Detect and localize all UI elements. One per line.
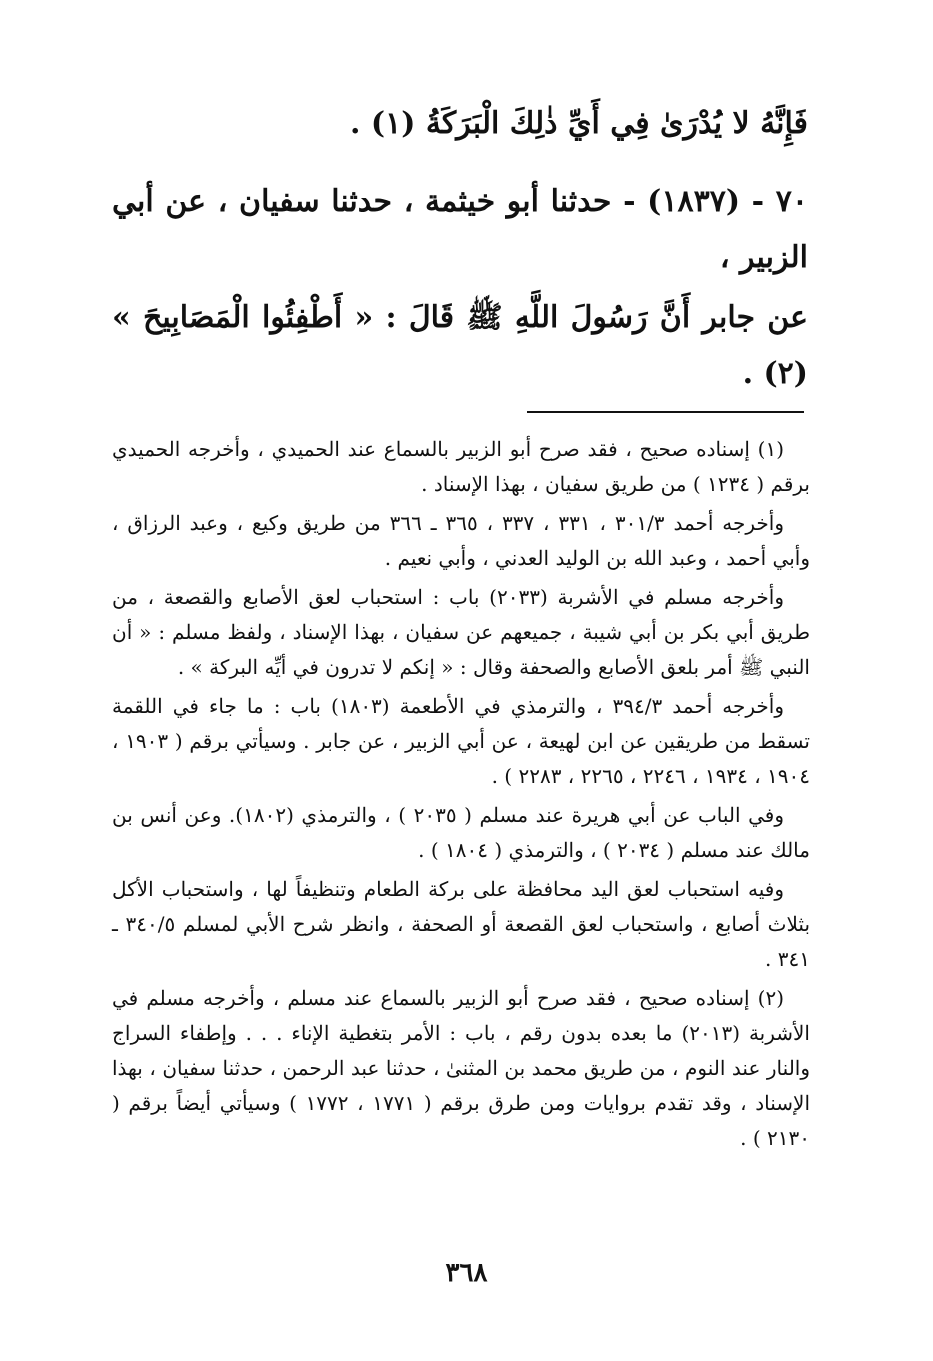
hadith-text-continuation: فَإِنَّهُ لا يُدْرَىٰ فِي أَيِّ ذٰلِكَ الْبَرَكَةُ (١) .	[349, 106, 808, 141]
footnote-paragraph: وفي الباب عن أبي هريرة عند مسلم ( ٢٠٣٥ ) ، والترمذي (١٨٠٢). وعن أنس بن مالك عند مسلم ( ٢٠٣٤ ) ، والترمذي ( ١٨٠٤ ) .	[112, 803, 810, 862]
footnote-separator	[527, 411, 804, 413]
footnote-paragraph: وأخرجه أحمد ٣٩٤/٣ ، والترمذي في الأطعمة (١٨٠٣) باب : ما جاء في اللقمة تسقط من طريقين عن ابن لهيعة ، عن أبي الزبير ، عن جابر . وسيأتي برقم ( ١٩٠٣ ، ١٩٠٤ ، ١٩٣٤ ، ٢٢٤٦ ، ٢٢٦٥ ، ٢٢٨٣ ) .	[112, 694, 810, 788]
footnote-paragraph: وفيه استحباب لعق اليد محافظة على بركة الطعام وتنظيفاً لها ، واستحباب الأكل بثلاث أصابع ، واستحباب لعق القصعة أو الصحفة ، وانظر شرح الأبي لمسلم ٣٤٠/٥ ـ ٣٤١ .	[112, 877, 811, 971]
page-number: ٣٦٨	[445, 1258, 488, 1288]
footnote-paragraph: وأخرجه أحمد ٣٠١/٣ ، ٣٣١ ، ٣٣٧ ، ٣٦٥ ـ ٣٦٦ من طريق وكيع ، وعبد الرزاق ، وأبي أحمد ، وعبد الله بن الوليد العدني ، وأبي نعيم .	[112, 511, 810, 570]
hadith-matn: عن جابر أَنَّ رَسُولَ اللَّهِ ﷺ قَالَ : « أَطْفِئُوا الْمَصَابِيحَ » (٢) .	[112, 300, 808, 391]
footnote-paragraph: (١) إسناده صحيح ، فقد صرح أبو الزبير بالسماع عند الحميدي ، وأخرجه الحميدي برقم ( ١٢٣٤ ) من طريق سفيان ، بهذا الإسناد .	[112, 437, 810, 496]
footnotes	[112, 432, 810, 1160]
footnote-paragraph: وأخرجه مسلم في الأشربة (٢٠٣٣) باب : استحباب لعق الأصابع والقصعة ، من طريق أبي بكر بن أبي شيبة ، جميعهم عن سفيان ، بهذا الإسناد ، ولفظ مسلم : « أن النبي ﷺ أمر بلعق الأصابع والصحفة وقال : « إنكم لا تدرون في أيِّه البركة » .	[112, 585, 810, 679]
hadith-isnad: ٧٠ - (١٨٣٧) - حدثنا أبو خيثمة ، حدثنا سفيان ، عن أبي الزبير ،	[112, 184, 808, 275]
footnote-paragraph: (٢) إسناده صحيح ، فقد صرح أبو الزبير بالسماع عند مسلم ، وأخرجه مسلم في الأشربة (٢٠١٣) ما بعده بدون رقم ، باب : الأمر بتغطية الإناء . . . وإطفاء السراج والنار عند النوم ، من طريق محمد بن المثنىٰ ، حدثنا عبد الرحمن ، حدثنا سفيان ، بهذا الإسناد ، وقد تقدم بروايات ومن طرق برقم ( ١٧٧١ ، ١٧٧٢ ) وسيأتي أيضاً برقم ( ٢١٣٠ ) .	[112, 986, 810, 1150]
